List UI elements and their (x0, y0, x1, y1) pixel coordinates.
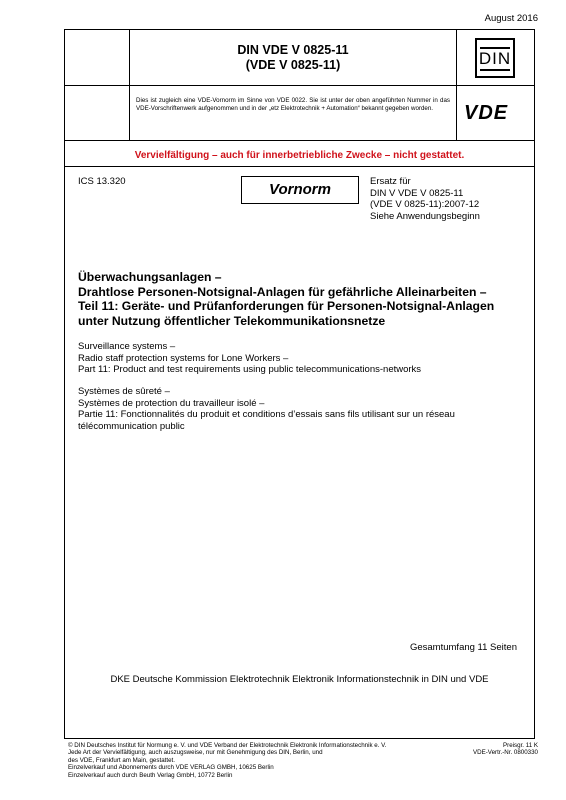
document-number-vde: (VDE V 0825-11) (245, 58, 341, 72)
din-logo (475, 38, 515, 78)
divider (65, 166, 534, 167)
document-date: August 2016 (484, 13, 538, 24)
footer-line: Jede Art der Vervielfältigung, auch auszugsweise, nur mit Genehmigung des DIN, Berlin, und (68, 749, 323, 757)
status-badge: Vornorm (241, 176, 359, 204)
vde-logo-cell (457, 86, 534, 141)
price-group: Preisgr. 11 K (503, 742, 538, 749)
replacement-line: Ersatz für (370, 176, 411, 187)
footer-line: Einzelverkauf und Abonnements durch VDE VERLAG GMBH, 10625 Berlin (68, 764, 274, 772)
footer-line: Einzelverkauf auch durch Beuth Verlag GmbH, 10772 Berlin (68, 771, 233, 779)
blank-cell (65, 86, 130, 141)
copyright-notice (68, 742, 448, 779)
english-title (78, 341, 528, 376)
title-line: Systèmes de protection du travailleur isolé – (78, 397, 265, 409)
title-line: Systèmes de sûreté – (78, 386, 170, 397)
french-title (78, 386, 528, 432)
page-count: Gesamtumfang 11 Seiten (409, 642, 517, 653)
replacement-line: Siehe Anwendungsbeginn (370, 210, 480, 222)
title-line: Partie 11: Fonctionnalités du produit et conditions d’essais sans fils utilisant sur un réseau (78, 409, 455, 420)
document-number-din: DIN VDE V 0825-11 (237, 43, 349, 57)
title-line: Überwachungsanlagen – (78, 270, 222, 284)
german-title (78, 270, 528, 328)
copy-warning: Vervielfältigung – auch für innerbetriebliche Zwecke – nicht gestattet. (134, 150, 465, 161)
price-info (473, 742, 538, 757)
title-row (65, 30, 534, 86)
title-line: unter Nutzung öffentlicher Telekommunikationsnetze (78, 313, 386, 328)
vde-logo: VDE (464, 102, 509, 124)
footer-line: des VDE, Frankfurt am Main, gestattet. (68, 756, 175, 764)
document-number (130, 30, 457, 86)
ics-code: ICS 13.320 (78, 176, 126, 187)
vde-distribution-number: VDE-Vertr.-Nr. 0800330 (473, 749, 538, 757)
title-line: Drahtlose Personen-Notsignal-Anlagen für gefährliche Alleinarbeiten – (78, 284, 487, 299)
replacement-line: DIN V VDE V 0825-11 (370, 187, 464, 199)
title-line: Radio staff protection systems for Lone Workers – (78, 352, 289, 364)
title-line: Teil 11: Geräte- und Prüfanforderungen für Personen-Notsignal-Anlagen (78, 299, 495, 313)
title-line: télécommunication public (78, 420, 185, 432)
dke-committee: DKE Deutsche Kommission Elektrotechnik Elektronik Informationstechnik in DIN und VDE (110, 674, 489, 685)
din-logo-cell (457, 30, 534, 86)
din-logo-text: DIN (478, 49, 512, 68)
replacement-line: (VDE V 0825-11):2007-12 (370, 199, 480, 210)
vde-note: Dies ist zugleich eine VDE-Vornorm im Sinne von VDE 0022. Sie ist unter der oben angeführten Nummer in das VDE-Vorschriftenwerk aufgenommen und in der „etz Elektrotechnik + Automation“ bekannt gegeben worden. (130, 86, 457, 141)
title-line: Part 11: Product and test requirements using public telecommunications-networks (78, 364, 422, 375)
replacement-info (370, 176, 480, 222)
vde-row (65, 86, 534, 141)
title-line: Surveillance systems – (78, 341, 176, 352)
blank-cell (65, 30, 130, 86)
cover-frame (64, 29, 535, 739)
footer-line: © DIN Deutsches Institut für Normung e. V. und VDE Verband der Elektrotechnik Elektronik Informationstechnik e. V. (68, 742, 387, 749)
